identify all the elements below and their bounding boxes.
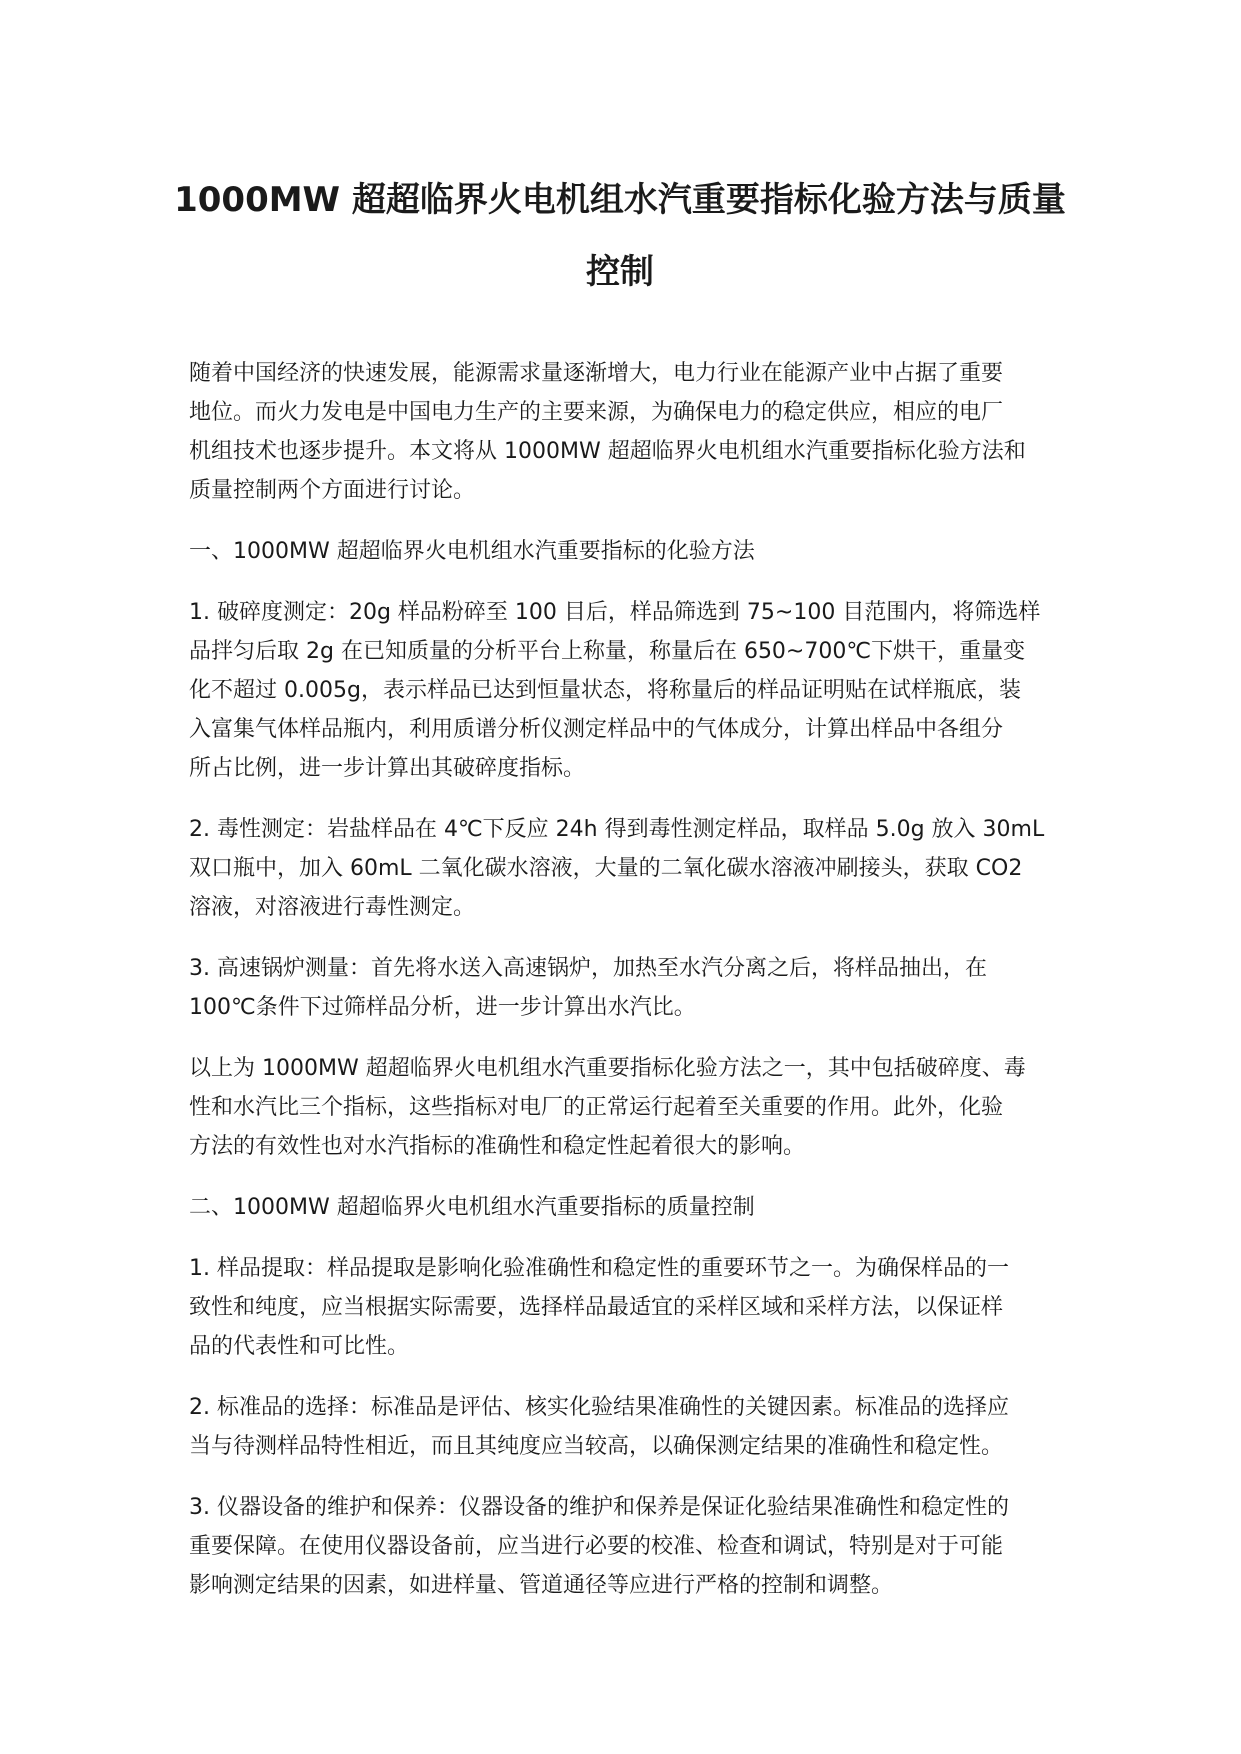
text-line: 致性和纯度，应当根据实际需要，选择样品最适宜的采样区域和采样方法，以保证样 — [189, 1295, 1004, 1320]
paragraph-spacer — [189, 1227, 1051, 1249]
text-line: 二、1000MW 超超临界火电机组水汽重要指标的质量控制 — [189, 1195, 755, 1220]
text-line: 3. 高速锅炉测量：首先将水送入高速锅炉，加热至水汽分离之后，将样品抽出，在 — [189, 956, 987, 981]
text-line: 品的代表性和可比性。 — [189, 1334, 410, 1359]
method-item-3 — [189, 949, 1051, 1027]
document-title-line-2: 控制 — [586, 252, 654, 292]
quality-item-2 — [189, 1388, 1051, 1466]
text-line: 1. 破碎度测定：20g 样品粉碎至 100 目后，样品筛选到 75~100 目范围内，将筛选样 — [189, 600, 1041, 625]
document-body — [189, 354, 1051, 1605]
text-line: 当与待测样品特性相近，而且其纯度应当较高，以确保测定结果的准确性和稳定性。 — [189, 1434, 1004, 1459]
text-line: 2. 标准品的选择：标准品是评估、核实化验结果准确性的关键因素。标准品的选择应 — [189, 1395, 1009, 1420]
text-line: 化不超过 0.005g，表示样品已达到恒量状态，将称量后的样品证明贴在试样瓶底，装 — [189, 678, 1021, 703]
text-line: 入富集气体样品瓶内，利用质谱分析仪测定样品中的气体成分，计算出样品中各组分 — [189, 717, 1004, 742]
quality-item-1 — [189, 1249, 1051, 1366]
paragraph-spacer — [189, 1166, 1051, 1188]
text-line: 1. 样品提取：样品提取是影响化验准确性和稳定性的重要环节之一。为确保样品的一 — [189, 1256, 1009, 1281]
paragraph-spacer — [189, 510, 1051, 532]
text-line: 机组技术也逐步提升。本文将从 1000MW 超超临界火电机组水汽重要指标化验方法和 — [189, 439, 1026, 464]
method-item-2 — [189, 810, 1051, 927]
text-line: 品拌匀后取 2g 在已知质量的分析平台上称量，称量后在 650~700℃下烘干，重量变 — [189, 639, 1026, 664]
text-line: 重要保障。在使用仪器设备前，应当进行必要的校准、检查和调试，特别是对于可能 — [189, 1534, 1004, 1559]
quality-item-3 — [189, 1488, 1051, 1605]
text-line: 以上为 1000MW 超超临界火电机组水汽重要指标化验方法之一，其中包括破碎度、毒 — [189, 1056, 1026, 1081]
text-line: 3. 仪器设备的维护和保养：仪器设备的维护和保养是保证化验结果准确性和稳定性的 — [189, 1495, 1009, 1520]
document-title-line-1: 1000MW 超超临界火电机组水汽重要指标化验方法与质量 — [174, 180, 1066, 220]
text-line: 影响测定结果的因素，如进样量、管道通径等应进行严格的控制和调整。 — [189, 1573, 894, 1598]
intro-paragraph — [189, 354, 1051, 510]
text-line: 所占比例，进一步计算出其破碎度指标。 — [189, 756, 586, 781]
text-line: 质量控制两个方面进行讨论。 — [189, 478, 476, 503]
paragraph-spacer — [189, 1027, 1051, 1049]
method-item-1 — [189, 593, 1051, 788]
text-line: 双口瓶中，加入 60mL 二氧化碳水溶液，大量的二氧化碳水溶液冲刷接头，获取 CO2 — [189, 856, 1023, 881]
paragraph-spacer — [189, 1366, 1051, 1388]
text-line: 性和水汽比三个指标，这些指标对电厂的正常运行起着至关重要的作用。此外，化验 — [189, 1095, 1004, 1120]
method-summary — [189, 1049, 1051, 1166]
text-line: 随着中国经济的快速发展，能源需求量逐渐增大，电力行业在能源产业中占据了重要 — [189, 361, 1004, 386]
paragraph-spacer — [189, 788, 1051, 810]
section-heading-1 — [189, 532, 1051, 571]
section-heading-2 — [189, 1188, 1051, 1227]
paragraph-spacer — [189, 1466, 1051, 1488]
text-line: 方法的有效性也对水汽指标的准确性和稳定性起着很大的影响。 — [189, 1134, 806, 1159]
text-line: 100℃条件下过筛样品分析，进一步计算出水汽比。 — [189, 995, 696, 1020]
text-line: 一、1000MW 超超临界火电机组水汽重要指标的化验方法 — [189, 539, 755, 564]
text-line: 2. 毒性测定：岩盐样品在 4℃下反应 24h 得到毒性测定样品，取样品 5.0g 放入 30mL — [189, 817, 1045, 842]
paragraph-spacer — [189, 927, 1051, 949]
text-line: 溶液，对溶液进行毒性测定。 — [189, 895, 476, 920]
paragraph-spacer — [189, 571, 1051, 593]
text-line: 地位。而火力发电是中国电力生产的主要来源，为确保电力的稳定供应，相应的电厂 — [189, 400, 1004, 425]
